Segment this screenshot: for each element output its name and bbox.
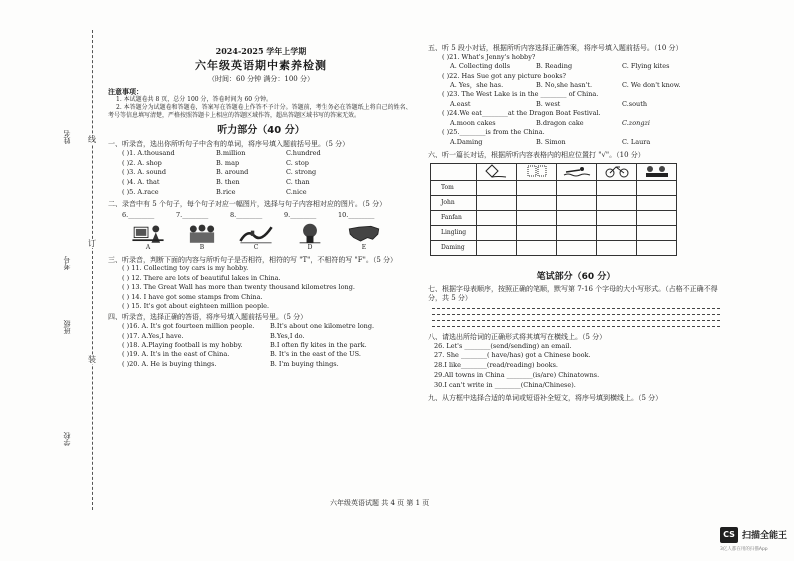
picture-c — [230, 222, 282, 252]
check-cell[interactable] — [557, 211, 597, 226]
binding-word: 线 — [88, 135, 96, 144]
question-option-c: C. than — [286, 178, 310, 187]
response-option-a: ( )20. A. He is buying things. — [122, 359, 217, 368]
picture-label: A — [145, 244, 151, 252]
response-option-a: ( )16. A. It's got fourteen million people. — [122, 322, 255, 331]
check-cell[interactable] — [557, 226, 597, 241]
kite-icon — [477, 163, 517, 181]
dialogue-option: C.zongzi — [622, 118, 650, 127]
dialogue-option: A.east — [450, 99, 471, 108]
response-option-a: ( )19. A. It's in the east of China. — [122, 350, 230, 359]
people-crowd-illustration — [182, 222, 222, 245]
fill-in-row: 28.I like________(read/reading) books. — [434, 361, 558, 370]
question-row — [108, 149, 414, 159]
true-false-row: ( ) 12. There are lots of beautiful lakes in China. — [122, 273, 281, 282]
section-1-title: 一、听录音，选出你所听句子中含有的单词，将序号填入题前括号里。（5 分） — [108, 140, 350, 149]
exam-year: 2024-2025 学年上学期 — [215, 46, 307, 56]
check-cell[interactable] — [517, 181, 557, 196]
picture-label: B — [199, 244, 205, 252]
fill-in-row: 30.I can't write in ________(China/Chinese). — [434, 380, 576, 389]
check-cell[interactable] — [477, 181, 517, 196]
question-option-b: B.rice — [216, 187, 236, 196]
pagoda-illustration — [290, 222, 330, 245]
section-9-title: 九、从方框中选择合适的单词或短语补全短文，将序号填到横线上。（5 分） — [428, 394, 663, 403]
picture-options — [122, 222, 414, 252]
left-column — [108, 42, 414, 369]
us-map-illustration — [344, 222, 384, 245]
picture-label: C — [253, 244, 259, 252]
section-7-title: 七、根据字母表顺序，按照正确的笔顺，默写第 7-16 个字母的大小写形式。（占格不正确不得分，共 5 分） — [428, 285, 718, 303]
dialogue-options — [428, 100, 724, 109]
dialogue-option: C. Flying kites — [622, 62, 670, 71]
dialogue-option: C. We don't know. — [622, 81, 681, 90]
question-option-c: C.hundred — [286, 148, 321, 157]
handwriting-line[interactable] — [432, 316, 720, 321]
fill-in-row: 26. Let's ________(send/sending) an email. — [434, 341, 572, 350]
dialogue-question: ( )25.________is from the China. — [442, 128, 545, 137]
table-row — [431, 211, 677, 226]
section-5-title: 五、听 5 段小对话，根据所听内容选择正确答案，将序号填入题前括号。（10 分） — [428, 44, 683, 52]
true-false-row: ( ) 14. I have got some stamps from China. — [122, 292, 263, 301]
response-row — [108, 322, 414, 331]
check-cell[interactable] — [517, 226, 557, 241]
section-4-title: 四、听录音，选择正确的答语，将序号填入题前括号里。（5 分） — [108, 313, 308, 322]
binding-label-name: 姓名 — [63, 130, 71, 144]
check-cell[interactable] — [637, 241, 677, 256]
answer-blank[interactable]: 8.________ — [230, 211, 263, 220]
writing-part-heading: 笔试部分（60 分） — [536, 272, 616, 283]
check-cell[interactable] — [637, 181, 677, 196]
dialogue-options — [428, 81, 724, 90]
dialogue-option: B. Simon — [536, 137, 566, 146]
student-name: John — [431, 196, 477, 211]
binding-word: 订 — [88, 239, 96, 248]
question-row — [108, 168, 414, 178]
question-option-c: C. strong — [286, 168, 317, 177]
question-option-a: ( )4. A. that — [122, 178, 160, 187]
check-cell[interactable] — [597, 226, 637, 241]
response-option-b: B.I often fly kites in the park. — [270, 340, 367, 349]
check-cell[interactable] — [637, 211, 677, 226]
response-option-b: B.Yes,I do. — [270, 331, 305, 340]
exam-title: 六年级英语期中素养检测 — [195, 59, 327, 72]
answer-blank[interactable]: 6.________ — [122, 211, 155, 220]
answer-blank[interactable]: 9.________ — [284, 211, 317, 220]
picture-b — [176, 222, 228, 252]
hobby-table — [430, 163, 677, 257]
table-corner — [431, 163, 477, 181]
section-1-questions — [108, 149, 414, 198]
check-cell[interactable] — [597, 241, 637, 256]
dialogue-options — [428, 62, 724, 71]
check-cell[interactable] — [637, 226, 677, 241]
dialogue-options — [428, 119, 724, 128]
picture-a — [122, 222, 174, 252]
check-cell[interactable] — [637, 196, 677, 211]
check-cell[interactable] — [557, 196, 597, 211]
response-row — [108, 341, 414, 350]
picture-e — [338, 222, 390, 252]
table-row — [431, 241, 677, 256]
stamp-icon — [517, 163, 557, 181]
response-row — [108, 332, 414, 341]
great-wall-illustration — [236, 222, 276, 245]
table-row — [431, 196, 677, 211]
camscanner-logo-icon: CS — [720, 527, 738, 543]
true-false-row: ( ) 13. The Great Wall has more than twenty thousand kilometres long. — [122, 283, 355, 292]
question-row — [108, 178, 414, 188]
binding-label-id: 考号 — [63, 256, 71, 270]
dialogue-option: C. Laura — [622, 137, 651, 146]
response-option-a: ( )17. A.Yes,I have. — [122, 331, 184, 340]
toys-icon — [637, 163, 677, 181]
camscanner-name: 扫描全能王 — [742, 531, 788, 541]
response-option-a: ( )18. A.Playing football is my hobby. — [122, 340, 243, 349]
binding-word: 装 — [88, 355, 96, 364]
check-cell[interactable] — [557, 241, 597, 256]
question-option-b: B. map — [216, 158, 240, 167]
dialogue-option: A. Yes，she has. — [450, 81, 504, 90]
check-cell[interactable] — [597, 196, 637, 211]
swimming-icon — [557, 163, 597, 181]
student-name: Daming — [431, 241, 477, 256]
question-option-b: B. around — [216, 168, 249, 177]
fill-in-row: 29.All towns in China ________(is/are) Chinatowns. — [434, 370, 600, 379]
response-option-b: B. I'm buying things. — [270, 359, 339, 368]
dialogue-option: B. Reading — [536, 62, 573, 71]
dialogue-option: A. Collecting dolls — [450, 62, 511, 71]
student-name: Lingling — [431, 226, 477, 241]
check-cell[interactable] — [477, 241, 517, 256]
dialogue-question: ( )23. The West Lake is in the ________ of China. — [442, 90, 599, 99]
note-item: 2. 本答题分为试题卷和答题卷，答案写在答题卷上作答不予计分。答题前，考生务必在答题纸上将自己的姓名、考号等信息填写清楚，严格按照答题卡上相应的答题区域作答，超出答题区域书写的答案无效。 — [108, 104, 412, 119]
question-option-a: ( )5. A.race — [122, 187, 159, 196]
check-cell[interactable] — [477, 196, 517, 211]
right-column — [428, 42, 724, 403]
response-row — [108, 350, 414, 359]
section-6-title: 六、听一篇长对话，根据所听内容表格内的相应位置打 "√"。（10 分） — [428, 150, 645, 159]
dialogue-option: C.south — [622, 99, 648, 108]
computer-user-illustration — [128, 222, 168, 245]
question-option-c: C.nice — [286, 187, 307, 196]
listening-part-heading: 听力部分（40 分） — [217, 124, 305, 136]
student-name: Tom — [431, 181, 477, 196]
page-footer: 六年级英语试题 共 4 页 第 1 页 — [330, 499, 430, 507]
picture-label: E — [361, 244, 367, 252]
check-cell[interactable] — [597, 181, 637, 196]
answer-blank[interactable]: 10.________ — [338, 211, 375, 220]
check-cell[interactable] — [517, 211, 557, 226]
response-option-b: B. It's in the east of the US. — [270, 350, 361, 359]
dialogue-question: ( )21. What's Jenny's hobby? — [442, 52, 536, 61]
answer-blank[interactable]: 7.________ — [176, 211, 209, 220]
picture-d — [284, 222, 336, 252]
question-option-b: B.million — [216, 148, 246, 157]
picture-answer-blanks — [122, 211, 414, 219]
check-cell[interactable] — [557, 181, 597, 196]
question-option-a: ( )2. A. shop — [122, 158, 162, 167]
dialogue-options — [428, 138, 724, 147]
check-cell[interactable] — [517, 196, 557, 211]
handwriting-line[interactable] — [432, 322, 720, 327]
dialogue-option: B. No,she hasn't. — [536, 81, 593, 90]
dialogue-option: A.Daming — [450, 137, 483, 146]
check-cell[interactable] — [477, 211, 517, 226]
table-row — [431, 226, 677, 241]
dialogue-question: ( )22. Has Sue got any picture books? — [442, 71, 567, 80]
binding-dashed-line — [92, 30, 93, 510]
handwriting-line[interactable] — [432, 304, 720, 309]
binding-label-school: 学校 — [63, 432, 71, 446]
true-false-row: ( ) 15. It's got about eighteen million people. — [122, 301, 270, 310]
check-cell[interactable] — [477, 226, 517, 241]
table-header-row — [431, 163, 677, 181]
dialogue-option: A.moon cakes — [450, 118, 496, 127]
binding-label-class: 班级 — [63, 320, 71, 334]
picture-label: D — [307, 244, 313, 252]
true-false-row: ( ) 11. Collecting toy cars is my hobby. — [122, 264, 249, 273]
binding-strip — [0, 0, 100, 561]
dialogue-question: ( )24.We eat________at the Dragon Boat Festival. — [442, 109, 601, 118]
exam-meta: （时间：60 分钟 满分：100 分） — [208, 74, 314, 83]
bike-icon — [597, 163, 637, 181]
question-row — [108, 188, 414, 198]
section-3-title: 三、听录音，判断下面的内容与所听句子是否相符，相符的写 "T"，不相符的写 "F"。（5 分） — [108, 255, 398, 264]
dialogue-option: B.dragon cake — [536, 118, 584, 127]
check-cell[interactable] — [517, 241, 557, 256]
response-option-b: B.It's about one kilometre long. — [270, 322, 375, 331]
check-cell[interactable] — [597, 211, 637, 226]
question-option-b: B. then — [216, 178, 240, 187]
handwriting-line[interactable] — [432, 310, 720, 315]
fill-in-row: 27. She ________( have/has) got a Chinese book. — [434, 351, 591, 360]
note-item: 1. 本试题卷共 8 页，总分 100 分，答卷时间为 60 分钟。 — [116, 96, 272, 104]
question-option-a: ( )3. A. sound — [122, 168, 167, 177]
question-option-a: ( )1. A.thousand — [122, 148, 175, 157]
notes-title: 注意事项： — [108, 86, 143, 96]
question-option-c: C. stop — [286, 158, 309, 167]
student-name: Fanfan — [431, 211, 477, 226]
section-8-title: 八、请选出所给词的正确形式将其填写在横线上。（5 分） — [428, 332, 607, 341]
response-row — [108, 360, 414, 369]
dialogue-option: B. west — [536, 99, 561, 108]
camscanner-tagline: 3亿人都在用的扫描App — [720, 547, 768, 552]
table-row — [431, 181, 677, 196]
question-row — [108, 159, 414, 169]
section-2-title: 二、录音中有 5 个句子，每个句子对应一幅图片，选择与句子内容相对应的图片。（5 分） — [108, 199, 387, 208]
